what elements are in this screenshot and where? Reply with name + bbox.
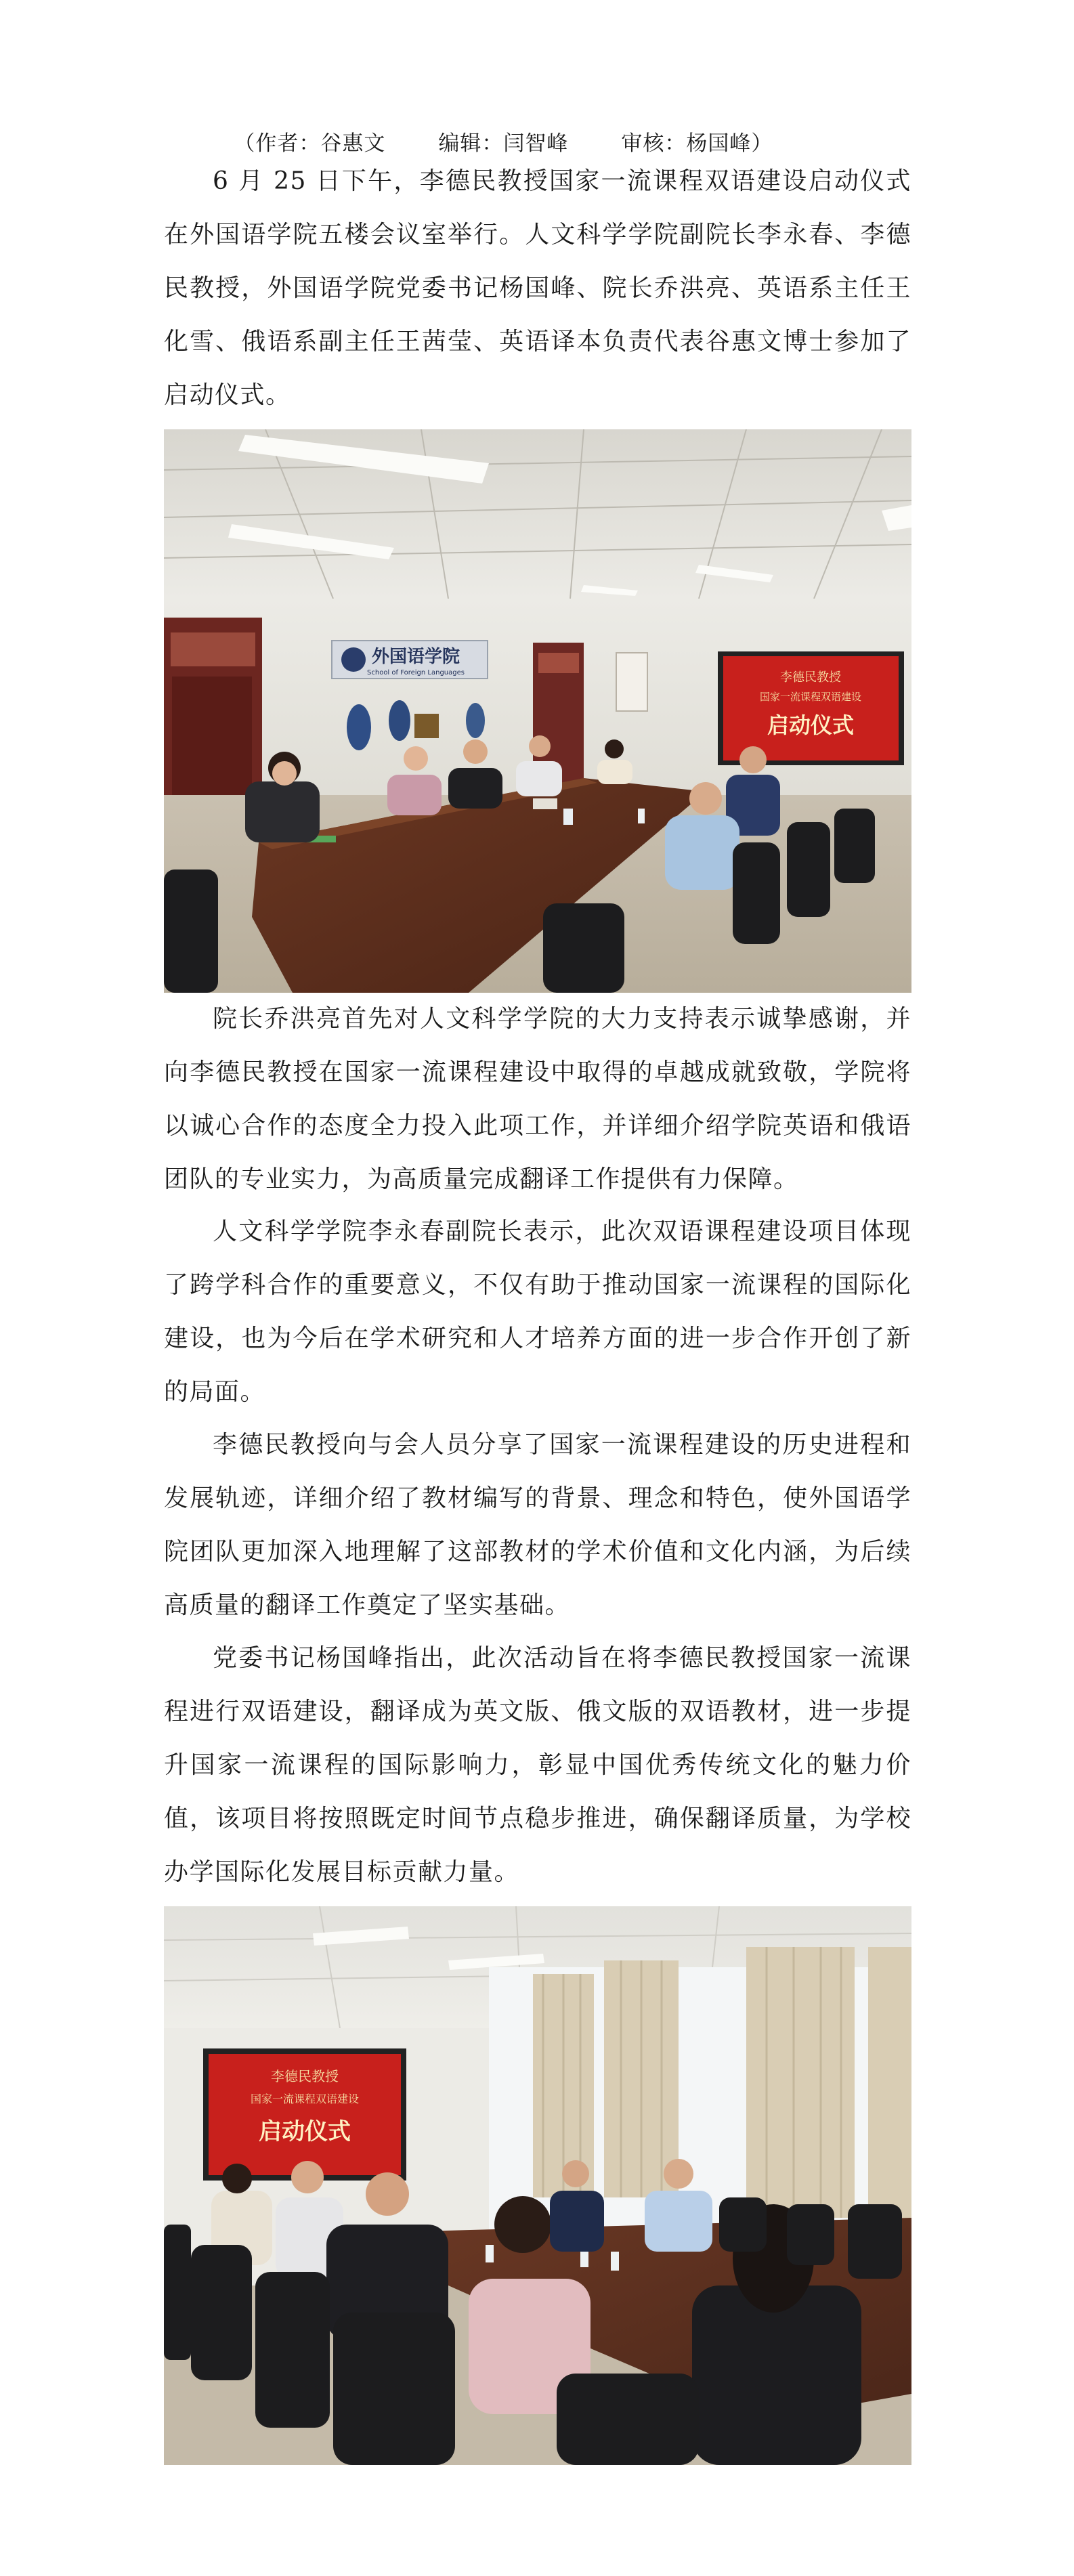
byline-reviewer: 审核：杨国峰） <box>621 131 773 156</box>
paragraph-secretary <box>164 1631 911 1899</box>
meeting-photo-2-image <box>164 1906 911 2465</box>
paragraph-text: 人文科学学院李永春副院长表示，此次双语课程建设项目体现了跨学科合作的重要意义，不仅有助于推动国家一流课程的国际化建设，也为今后在学术研究和人才培养方面的进一步合作开创了新的局面。 <box>164 1218 911 1406</box>
byline-editor: 编辑：闫智峰 <box>438 131 569 156</box>
photo1-wall-sign-en: School of Foreign Languages <box>367 669 465 677</box>
paragraph-intro <box>164 154 911 422</box>
byline-author: （作者：谷惠文 <box>234 131 386 156</box>
paragraph-text: 党委书记杨国峰指出，此次活动旨在将李德民教授国家一流课程进行双语建设，翻译成为英文版、俄文版的双语教材，进一步提升国家一流课程的国际影响力，彰显中国优秀传统文化的魅力价值，该项目将按照既定时间节点稳步推进，确保翻译质量，为学校办学国际化发展目标贡献力量。 <box>164 1644 911 1886</box>
paragraph-dean <box>164 992 911 1206</box>
photo1-screen-line3: 启动仪式 <box>767 712 855 738</box>
photo1-screen-line2: 国家一流课程双语建设 <box>759 691 862 703</box>
photo2-screen-line1: 李德民教授 <box>271 2068 339 2084</box>
paragraph-professor <box>164 1418 911 1632</box>
paragraph-vice-dean <box>164 1205 911 1419</box>
paragraph-text: 李德民教授向与会人员分享了国家一流课程建设的历史进程和发展轨迹，详细介绍了教材编写的背景、理念和特色，使外国语学院团队更加深入地理解了这部教材的学术价值和文化内涵，为后续高质量的翻译工作奠定了坚实基础。 <box>164 1431 911 1619</box>
paragraph-text: 院长乔洪亮首先对人文科学学院的大力支持表示诚挚感谢，并向李德民教授在国家一流课程建设中取得的卓越成就致敬，学院将以诚心合作的态度全力投入此项工作，并详细介绍学院英语和俄语团队的专业实力，为高质量完成翻译工作提供有力保障。 <box>164 1005 911 1193</box>
meeting-photo-2 <box>164 1906 911 2465</box>
paragraph-text: 6 月 25 日下午，李德民教授国家一流课程双语建设启动仪式在外国语学院五楼会议室举行。人文科学学院副院长李永春、李德民教授，外国语学院党委书记杨国峰、院长乔洪亮、英语系主任王化雪、俄语系副主任王茜莹、英语译本负责代表谷惠文博士参加了启动仪式。 <box>164 167 911 409</box>
meeting-photo-1 <box>164 429 911 993</box>
photo2-screen-line3: 启动仪式 <box>259 2118 351 2145</box>
photo2-screen-line2: 国家一流课程双语建设 <box>250 2092 360 2105</box>
photo1-wall-sign: 外国语学院 <box>371 647 460 667</box>
photo1-screen-line1: 李德民教授 <box>780 670 841 685</box>
meeting-photo-1-image <box>164 429 911 993</box>
